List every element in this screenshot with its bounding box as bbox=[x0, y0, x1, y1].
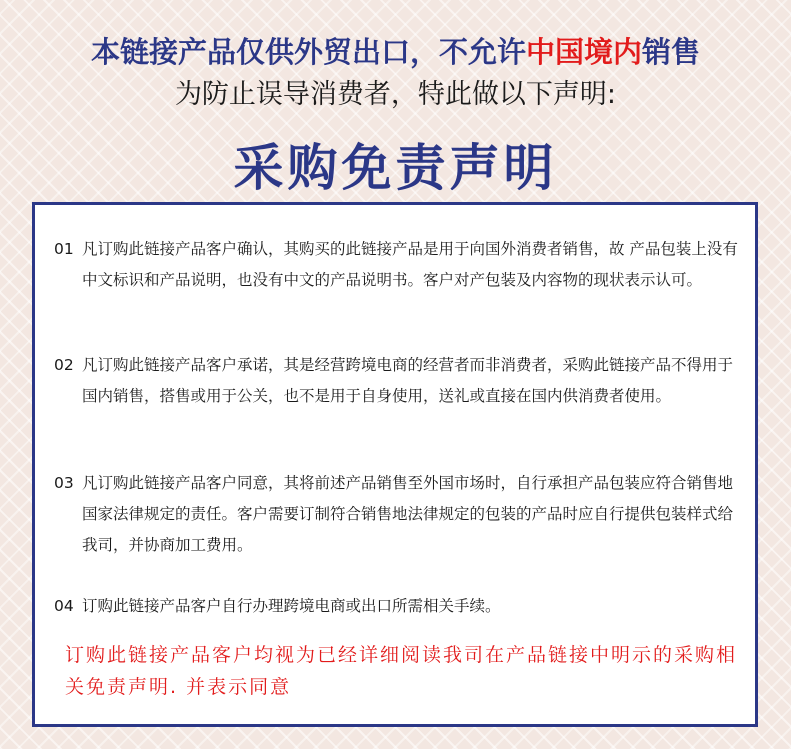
disclaimer-panel bbox=[32, 202, 758, 727]
clause-text: 凡订购此链接产品客户承诺，其是经营跨境电商的经营者而非消费者，采购此链接产品不得用于国内销售，搭售或用于公关，也不是用于自身使用，送礼或直接在国内供消费者使用。 bbox=[82, 356, 734, 405]
clause-text: 订购此链接产品客户自行办理跨境电商或出口所需相关手续。 bbox=[82, 597, 501, 615]
clause-02 bbox=[54, 350, 744, 412]
header-line1-highlight: 中国境内 bbox=[525, 35, 642, 69]
clause-03 bbox=[54, 468, 744, 561]
clause-text: 凡订购此链接产品客户确认，其购买的此链接产品是用于向国外消费者销售，故 产品包装上没有中文标识和产品说明，也没有中文的产品说明书。客户对产包装及内容物的现状表示认可。 bbox=[82, 240, 738, 289]
clause-number: 01 bbox=[54, 240, 74, 258]
clause-text: 凡订购此链接产品客户同意，其将前述产品销售至外国市场时，自行承担产品包装应符合销售地国家法律规定的责任。客户需要订制符合销售地法律规定的包装的产品时应自行提供包装样式给我司，并协商加工费用。 bbox=[82, 474, 734, 554]
clause-01 bbox=[54, 234, 744, 296]
clause-number: 03 bbox=[54, 474, 74, 492]
header-line1-suffix: 销售 bbox=[642, 35, 701, 69]
header-line1-prefix: 本链接产品仅供外贸出口，不允许 bbox=[90, 35, 526, 69]
clause-number: 04 bbox=[54, 597, 74, 615]
header-line1 bbox=[0, 30, 791, 71]
agreement-notice: 订购此链接产品客户均视为已经详细阅读我司在产品链接中明示的采购相关免责声明. 并表示同意 bbox=[65, 644, 738, 698]
clause-number: 02 bbox=[54, 356, 74, 374]
clause-04 bbox=[54, 591, 744, 622]
header-line2: 为防止误导消费者，特此做以下声明: bbox=[174, 79, 617, 110]
page-title: 采购免责声明 bbox=[233, 139, 558, 197]
